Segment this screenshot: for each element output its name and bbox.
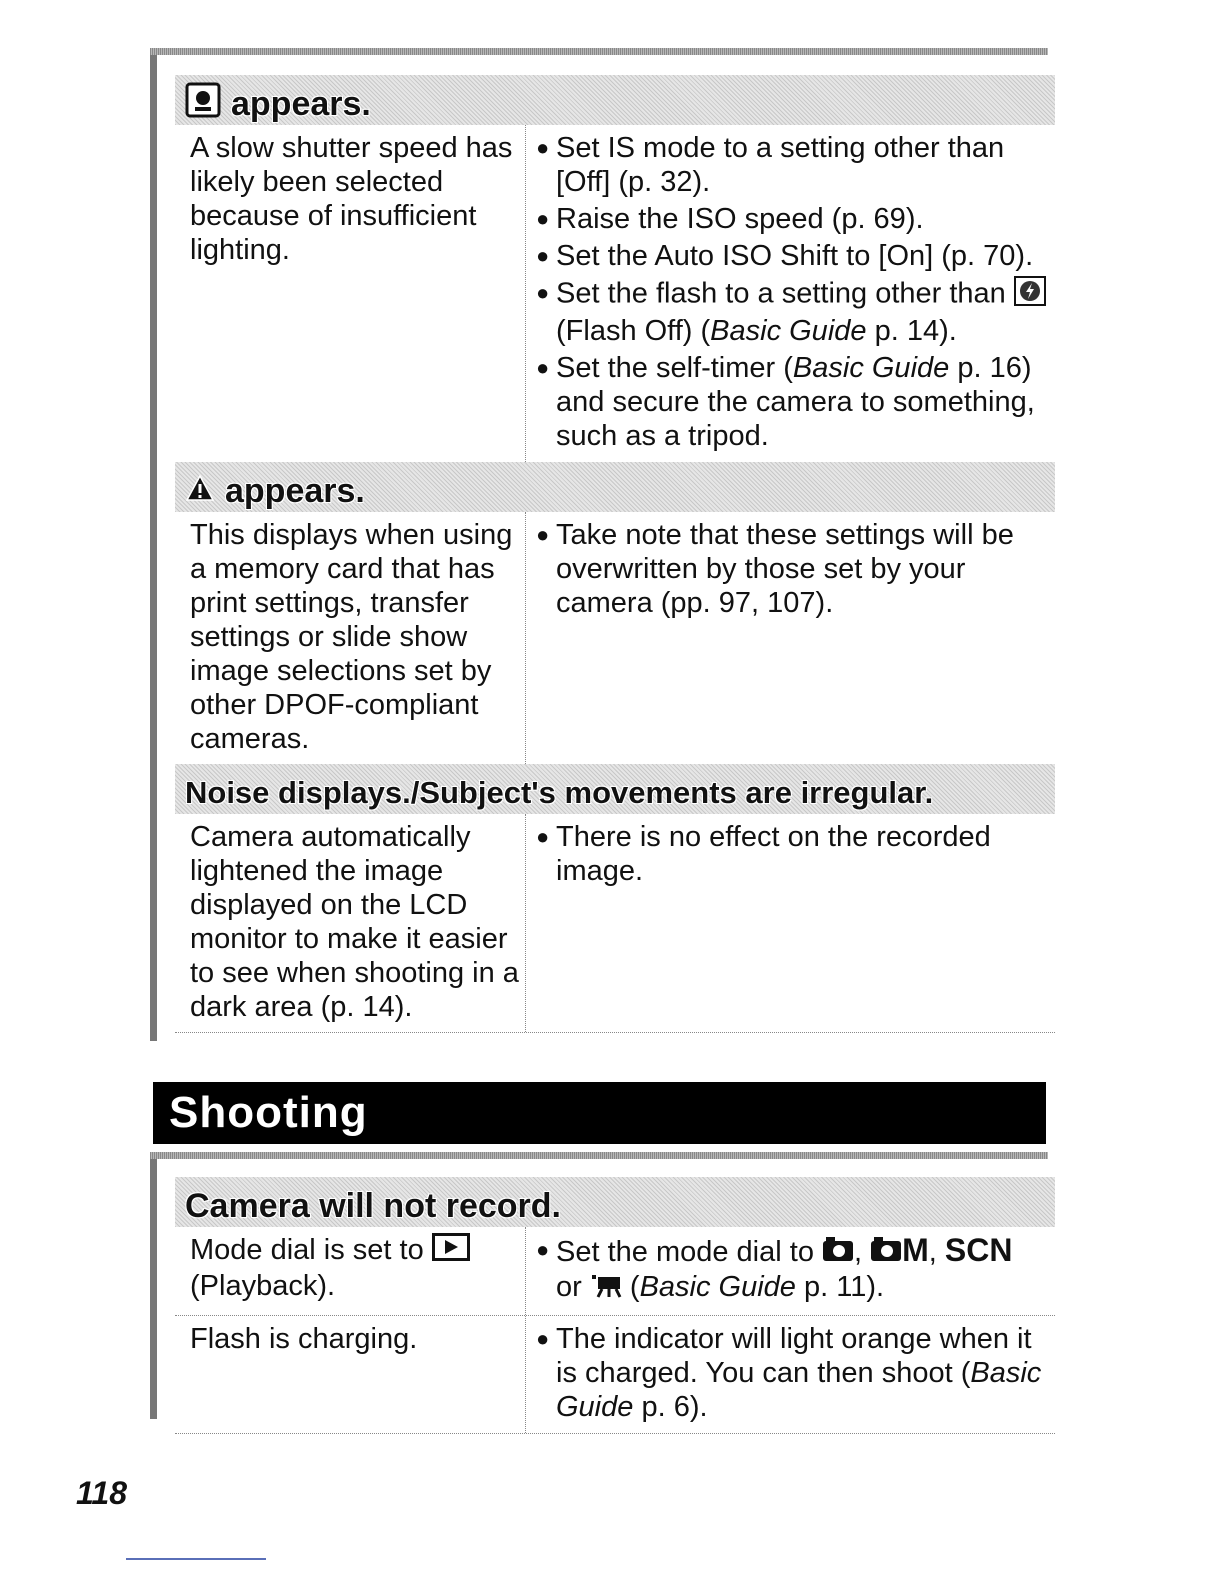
guide-ref: Basic Guide [556,1356,1042,1423]
solution-text: The indicator will light orange when it is charged. You can then shoot ( [556,1322,1032,1389]
manual-mode-letter: M [902,1232,929,1268]
guide-ref: Basic Guide [639,1271,796,1304]
table-row [175,1316,1055,1434]
solution-text: p. 11). [795,1271,885,1304]
solution-item: ● There is no effect on the recorded image. [536,820,1055,888]
solution-cell [526,512,1055,764]
solution-item [536,276,1055,348]
table-top-rule [150,48,1048,55]
solution-item: ● Set IS mode to a setting other than [Off] (p. 32). [536,131,1055,199]
troubleshooting-table-top [150,55,1055,1041]
auto-mode-camera-icon [822,1236,854,1270]
section-header-warning [175,462,1055,512]
cause-cell [175,1227,526,1315]
cause-cell: Camera automatically lightened the image displayed on the LCD monitor to make it easier to see when shooting in a dark area (p. 14). [175,814,526,1032]
guide-ref: Basic Guide [792,352,950,384]
section-header-will-not-record [175,1177,1055,1227]
cause-text: (Playback). [190,1270,336,1303]
solution-item [536,351,1055,453]
playback-icon [432,1233,470,1269]
section-title: appears. [225,471,365,510]
solution-text: Set the flash to a setting other than [556,277,1006,310]
table-row [175,1227,1055,1316]
heading-text: Shooting [169,1088,368,1137]
flash-off-icon [1014,276,1046,314]
section-title: Noise displays./Subject's movements are irregular. [185,775,934,810]
warning-icon [185,472,215,511]
solution-text: Set the self-timer ( [556,352,793,384]
camera-shake-icon [185,82,221,126]
solution-text: p. 6). [633,1390,708,1423]
solution-text: p. 14). [866,315,957,347]
solution-cell [526,814,1055,1032]
troubleshooting-table-shooting [150,1159,1055,1423]
section-title: Camera will not record. [185,1186,561,1225]
cause-cell: Flash is charging. [175,1316,526,1433]
cause-text: Mode dial is set to [190,1234,424,1266]
solution-item [536,1322,1055,1424]
solution-cell [526,125,1055,462]
solution-text: (Flash Off) ( [556,315,711,347]
section-title: appears. [231,84,371,123]
table-row [175,512,1055,764]
section-header-camera-shake [175,75,1055,125]
movie-mode-icon [590,1272,622,1306]
table-top-rule [150,1152,1048,1159]
solution-text: p. 16) and secure the camera to something, such as a tripod. [556,352,1035,452]
guide-ref: Basic Guide [710,315,867,347]
cause-cell: This displays when using a memory card that has print settings, transfer settings or slide show image selections set by other DPOF-compliant cameras. [175,512,526,764]
solution-cell [526,1227,1055,1315]
solution-item: ● Set the mode dial to , M, SCN or (Basic Guide p. 11). [536,1233,1055,1306]
solution-item: ● Raise the ISO speed (p. 69). [536,202,1055,236]
solution-text: or [556,1271,582,1304]
solution-item: ● Set the Auto ISO Shift to [On] (p. 70). [536,239,1055,273]
solution-cell [526,1316,1055,1433]
solution-item: ● Take note that these settings will be overwritten by those set by your camera (pp. 97, 107). [536,518,1055,620]
table-row [175,814,1055,1033]
cause-cell: A slow shutter speed has likely been selected because of insufficient lighting. [175,125,526,462]
footer-rule [126,1558,266,1560]
manual-mode-camera-icon [870,1236,902,1270]
shooting-heading [153,1082,1046,1144]
section-header-noise [175,764,1055,814]
scene-mode-label: SCN [944,1232,1013,1268]
table-row [175,125,1055,462]
page-number: 118 [76,1475,128,1511]
solution-text: Set the mode dial to [556,1236,814,1268]
